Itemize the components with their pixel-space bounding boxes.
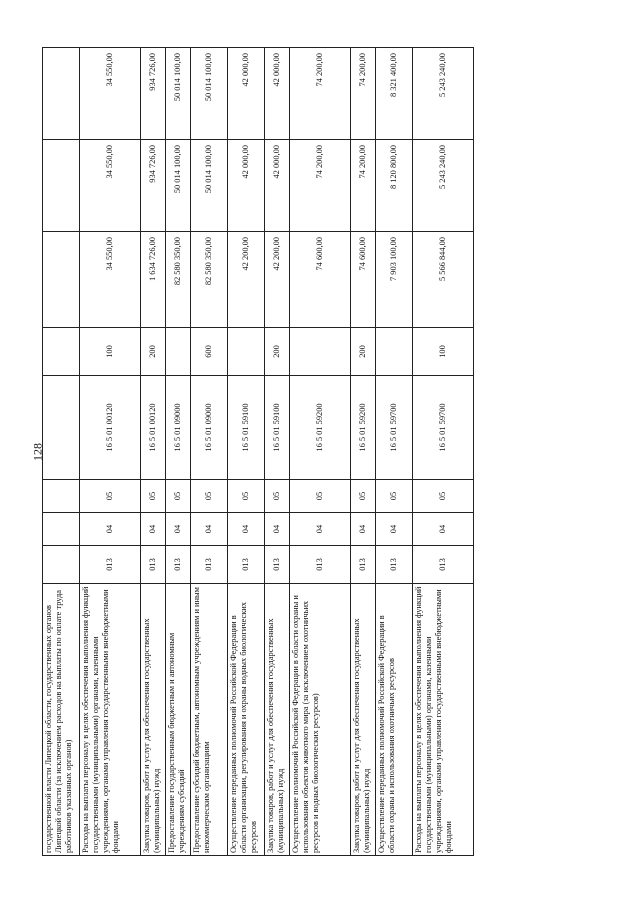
- amount-year-2-cell: 74 200,00: [290, 140, 351, 232]
- section-code-cell: 04: [376, 513, 413, 546]
- amount-year-3-cell: [43, 48, 80, 140]
- row-name-cell: Предоставление субсидий бюджетным, автономным учреждениям и иным некоммерческим организациям: [191, 584, 228, 856]
- expense-type-code-cell: 600: [191, 328, 228, 376]
- section-code-cell: 04: [413, 513, 474, 546]
- row-name-cell: Закупка товаров, работ и услуг для обеспечения государственных (муниципальных) нужд: [265, 584, 290, 856]
- section-code-cell: 04: [228, 513, 265, 546]
- section-code-cell: 04: [351, 513, 376, 546]
- target-article-code-cell: 16 5 01 09000: [191, 376, 228, 480]
- subsection-code-cell: 05: [141, 480, 166, 513]
- amount-year-3-cell: 42 000,00: [228, 48, 265, 140]
- table-row: [191, 48, 228, 856]
- grbs-code-cell: 013: [191, 546, 228, 584]
- amount-year-1-cell: 42 200,00: [228, 232, 265, 328]
- amount-year-2-cell: 42 000,00: [228, 140, 265, 232]
- table-row: [413, 48, 474, 856]
- amount-year-1-cell: 74 600,00: [290, 232, 351, 328]
- table-row: [290, 48, 351, 856]
- amount-year-3-cell: 5 243 240,00: [413, 48, 474, 140]
- section-code-cell: 04: [191, 513, 228, 546]
- table-row: [166, 48, 191, 856]
- amount-year-3-cell: 50 014 100,00: [191, 48, 228, 140]
- amount-year-1-cell: 34 550,00: [80, 232, 141, 328]
- amount-year-1-cell: 82 580 350,00: [166, 232, 191, 328]
- table-row: [141, 48, 166, 856]
- expense-type-code-cell: 200: [265, 328, 290, 376]
- target-article-code-cell: 16 5 01 59200: [351, 376, 376, 480]
- row-name-cell: Осуществление полномочий Российской Федерации в области охраны и использования объектов животного мира (за исключением охотничьих ресурсов и водных биологических ресурсов): [290, 584, 351, 856]
- amount-year-3-cell: 42 000,00: [265, 48, 290, 140]
- amount-year-2-cell: 8 120 800,00: [376, 140, 413, 232]
- target-article-code-cell: 16 5 01 59200: [290, 376, 351, 480]
- table-row: [265, 48, 290, 856]
- amount-year-3-cell: 74 200,00: [290, 48, 351, 140]
- section-code-cell: 04: [290, 513, 351, 546]
- grbs-code-cell: 013: [228, 546, 265, 584]
- row-name-cell: Расходы на выплаты персоналу в целях обеспечения выполнения функций государственными (муниципальными) органами, казенными учреждениями, органами управления государственными внебюджетными фондами: [413, 584, 474, 856]
- budget-table: [42, 47, 474, 856]
- expense-type-code-cell: [376, 328, 413, 376]
- target-article-code-cell: 16 5 01 00120: [141, 376, 166, 480]
- section-code-cell: [43, 513, 80, 546]
- target-article-code-cell: 16 5 01 59700: [376, 376, 413, 480]
- amount-year-1-cell: 1 634 726,00: [141, 232, 166, 328]
- subsection-code-cell: 05: [351, 480, 376, 513]
- target-article-code-cell: 16 5 01 09000: [166, 376, 191, 480]
- row-name-cell: Осуществление переданных полномочий Российской Федерации в области охраны и использования охотничьих ресурсов: [376, 584, 413, 856]
- target-article-code-cell: 16 5 01 59700: [413, 376, 474, 480]
- amount-year-2-cell: 42 000,00: [265, 140, 290, 232]
- grbs-code-cell: [43, 546, 80, 584]
- target-article-code-cell: [43, 376, 80, 480]
- expense-type-code-cell: [290, 328, 351, 376]
- subsection-code-cell: 05: [413, 480, 474, 513]
- target-article-code-cell: 16 5 01 59100: [265, 376, 290, 480]
- page-number: 128: [30, 443, 45, 461]
- amount-year-1-cell: [43, 232, 80, 328]
- table-row: [351, 48, 376, 856]
- grbs-code-cell: 013: [290, 546, 351, 584]
- amount-year-2-cell: 50 014 100,00: [191, 140, 228, 232]
- expense-type-code-cell: 200: [141, 328, 166, 376]
- amount-year-3-cell: 50 014 100,00: [166, 48, 191, 140]
- amount-year-2-cell: [43, 140, 80, 232]
- target-article-code-cell: 16 5 01 59100: [228, 376, 265, 480]
- amount-year-3-cell: 74 200,00: [351, 48, 376, 140]
- expense-type-code-cell: 200: [351, 328, 376, 376]
- subsection-code-cell: 05: [228, 480, 265, 513]
- grbs-code-cell: 013: [141, 546, 166, 584]
- amount-year-2-cell: 5 243 240,00: [413, 140, 474, 232]
- table-body: [43, 48, 474, 856]
- amount-year-3-cell: 934 726,00: [141, 48, 166, 140]
- amount-year-2-cell: 934 726,00: [141, 140, 166, 232]
- amount-year-1-cell: 42 200,00: [265, 232, 290, 328]
- amount-year-2-cell: 34 550,00: [80, 140, 141, 232]
- amount-year-1-cell: 74 600,00: [351, 232, 376, 328]
- grbs-code-cell: 013: [351, 546, 376, 584]
- subsection-code-cell: 05: [80, 480, 141, 513]
- table-row: [376, 48, 413, 856]
- amount-year-1-cell: 7 903 100,00: [376, 232, 413, 328]
- subsection-code-cell: 05: [376, 480, 413, 513]
- expense-type-code-cell: 100: [80, 328, 141, 376]
- row-name-cell: государственной власти Липецкой области, государственных органов Липецкой области (за исключением расходов на выплаты по оплате труда работников указанных органов): [43, 584, 80, 856]
- amount-year-1-cell: 82 580 350,00: [191, 232, 228, 328]
- row-name-cell: Закупка товаров, работ и услуг для обеспечения государственных (муниципальных) нужд: [351, 584, 376, 856]
- row-name-cell: Закупка товаров, работ и услуг для обеспечения государственных (муниципальных) нужд: [141, 584, 166, 856]
- subsection-code-cell: [43, 480, 80, 513]
- target-article-code-cell: 16 5 01 00120: [80, 376, 141, 480]
- section-code-cell: 04: [141, 513, 166, 546]
- expense-type-code-cell: [228, 328, 265, 376]
- expense-type-code-cell: [43, 328, 80, 376]
- amount-year-3-cell: 34 550,00: [80, 48, 141, 140]
- row-name-cell: Осуществление переданных полномочий Российской Федерации в области организации, регулирования и охраны водных биологических ресурсов: [228, 584, 265, 856]
- amount-year-1-cell: 5 566 844,00: [413, 232, 474, 328]
- amount-year-3-cell: 8 321 400,00: [376, 48, 413, 140]
- table-row: [228, 48, 265, 856]
- amount-year-2-cell: 50 014 100,00: [166, 140, 191, 232]
- row-name-cell: Предоставление государственным бюджетным и автономным учреждениям субсидий: [166, 584, 191, 856]
- section-code-cell: 04: [166, 513, 191, 546]
- table-row: [80, 48, 141, 856]
- section-code-cell: 04: [265, 513, 290, 546]
- grbs-code-cell: 013: [413, 546, 474, 584]
- subsection-code-cell: 05: [265, 480, 290, 513]
- grbs-code-cell: 013: [265, 546, 290, 584]
- amount-year-2-cell: 74 200,00: [351, 140, 376, 232]
- grbs-code-cell: 013: [376, 546, 413, 584]
- grbs-code-cell: 013: [166, 546, 191, 584]
- expense-type-code-cell: [166, 328, 191, 376]
- section-code-cell: 04: [80, 513, 141, 546]
- expense-type-code-cell: 100: [413, 328, 474, 376]
- subsection-code-cell: 05: [290, 480, 351, 513]
- row-name-cell: Расходы на выплаты персоналу в целях обеспечения выполнения функций государственными (муниципальными) органами, казенными учреждениями, органами управления государственными внебюджетными фондами: [80, 584, 141, 856]
- subsection-code-cell: 05: [191, 480, 228, 513]
- subsection-code-cell: 05: [166, 480, 191, 513]
- rotated-page-content: [42, 48, 590, 856]
- table-row: [43, 48, 80, 856]
- grbs-code-cell: 013: [80, 546, 141, 584]
